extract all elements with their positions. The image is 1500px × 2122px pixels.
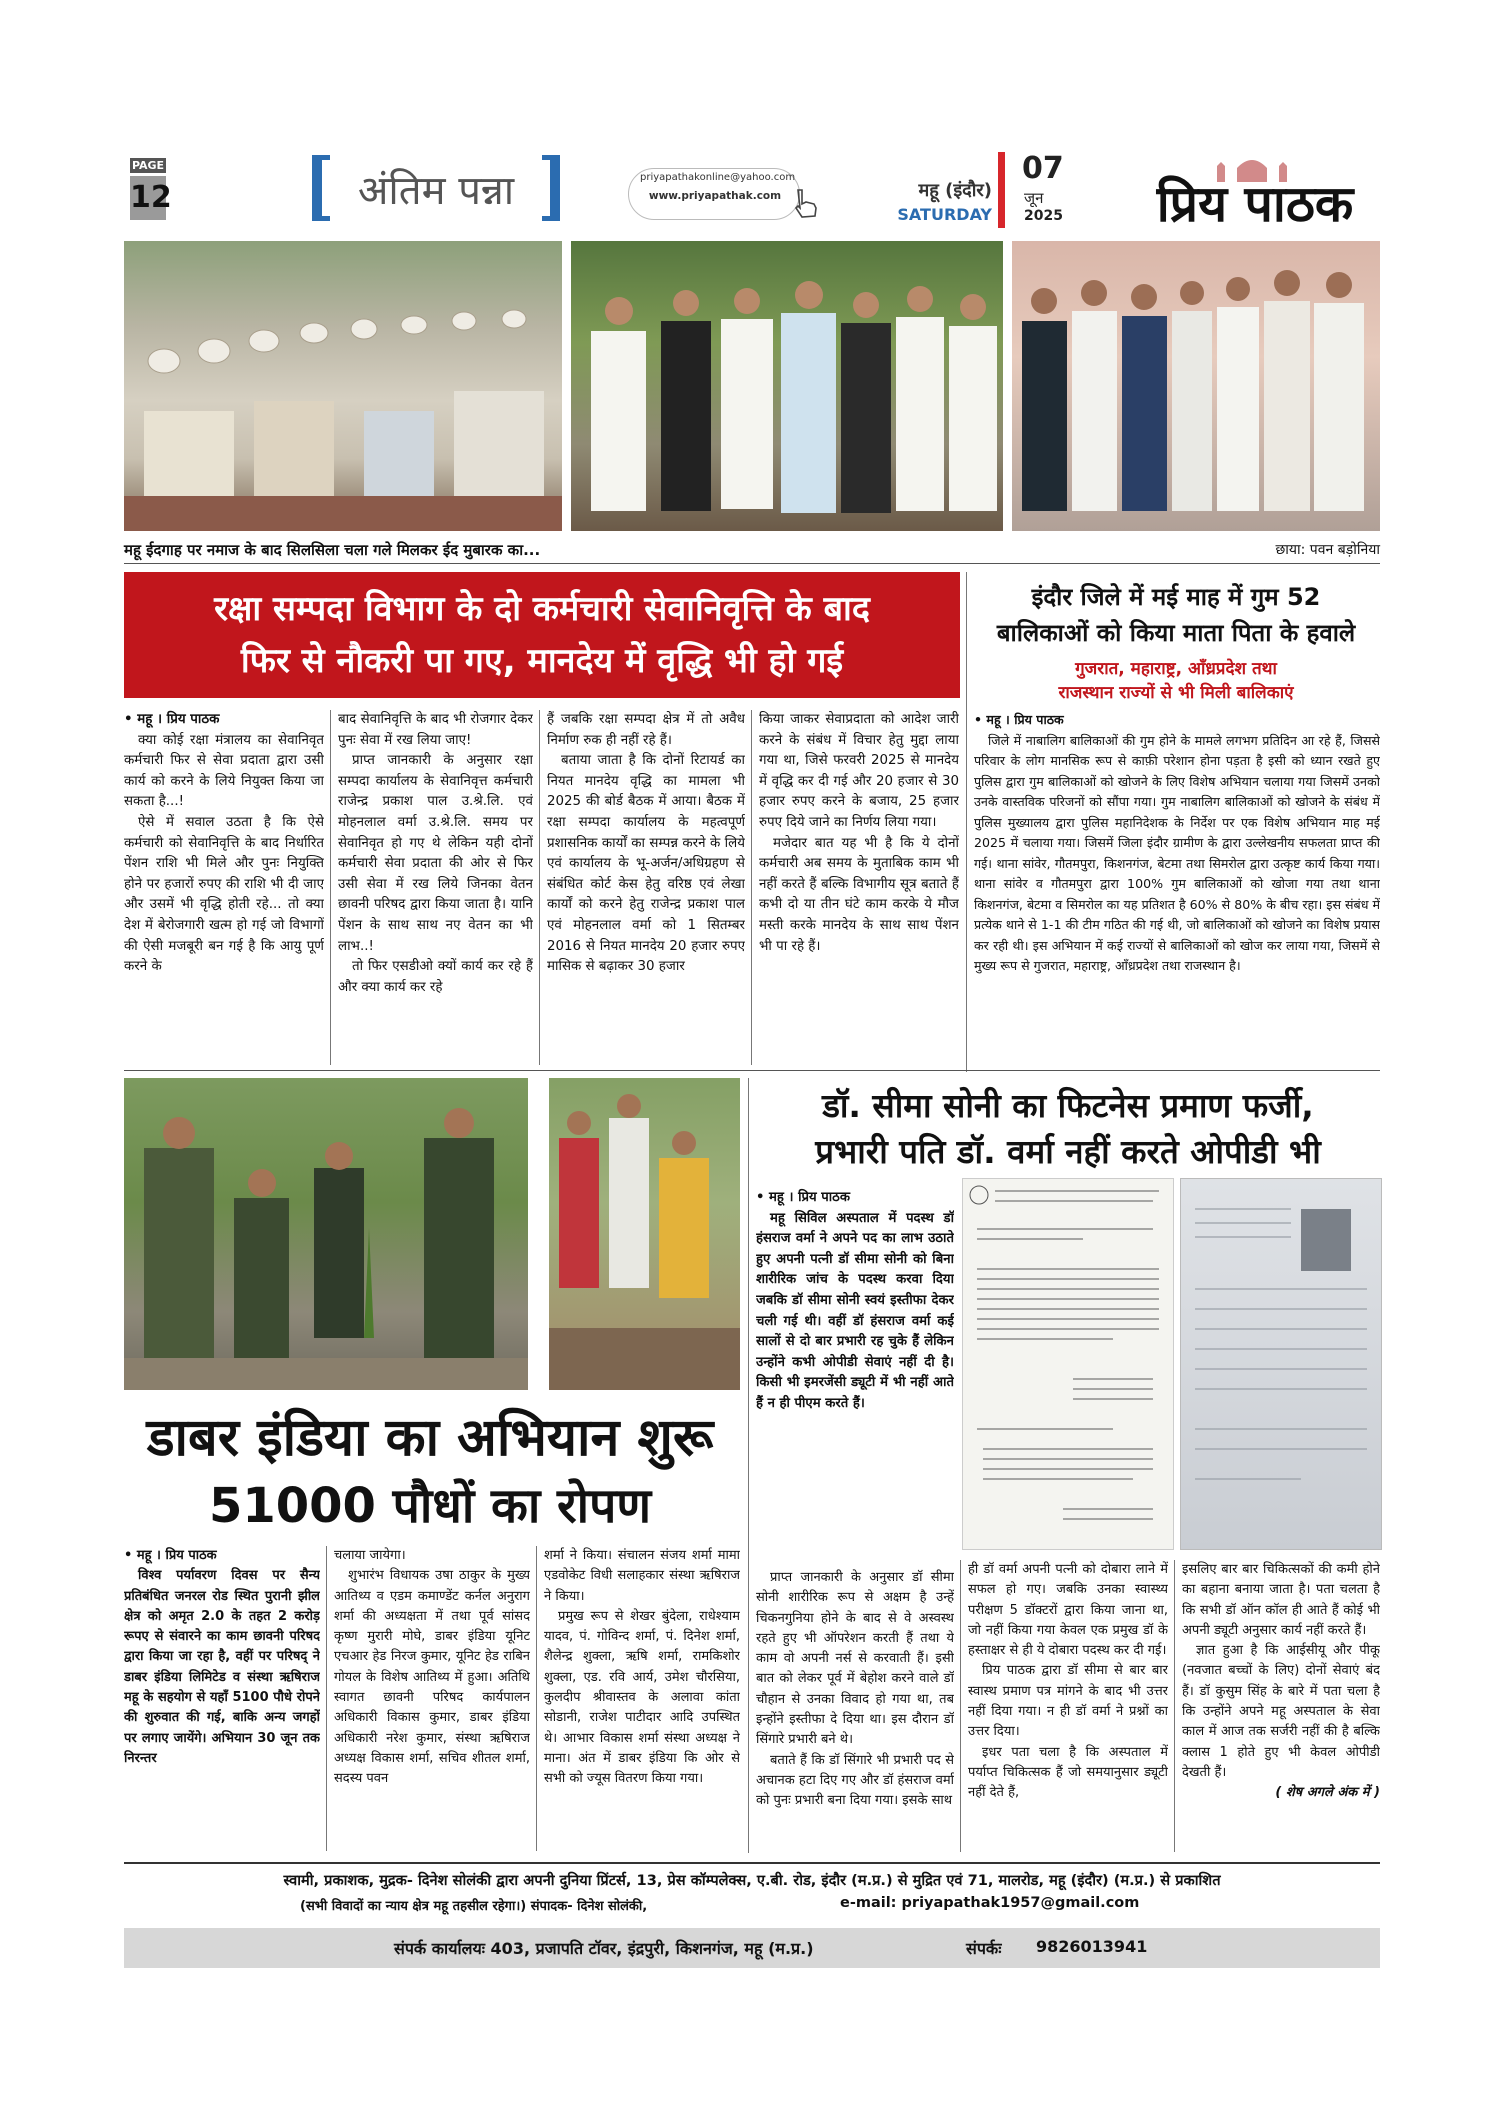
contact-bar [124, 1928, 1380, 1968]
story4-col1-text: विश्व पर्यावरण दिवस पर सैन्य प्रतिबंधित जनरल रोड स्थित पुरानी झील क्षेत्र को अमृत 2.0 के तहत 2 करोड़ रूपए से संवारने का काम छावनी परिषद द्वारा किया जा रहा है, वहीं पर परिषद् ने डाबर इंडिया लिमिटेड व संस्था ऋषिराज महू के सहयोग से यहाँ 5100 पौधे रोपने की शुरुवात की गई, बाकि अन्य जगहों पर लगाए जायेंगे। अभियान 30 जून तक निरन्तर [124, 1568, 320, 1766]
city-label: महू (इंदौर) [918, 180, 992, 201]
story1-col2 [338, 710, 533, 1065]
story1-col1-text: क्या कोई रक्षा मंत्रालय का सेवानिवृत कर्मचारी फिर से सेवा प्रदाता द्वारा उसी कार्य को करने के लिये नियुक्त किया जा सकता है...! [124, 732, 324, 810]
official-letter-photo [962, 1178, 1174, 1550]
date-day: 07 [1022, 151, 1064, 186]
office-address: संपर्क कार्यालयः 403, प्रजापति टॉवर, इंद्रपुरी, किशनगंज, महू (म.प्र.) [394, 1939, 814, 1958]
story4-col2-text-b: शुभारंभ विधायक उषा ठाकुर के मुख्य आतिथ्य व एडम कमाण्डेंट कर्नल अनुराग शर्मा की अध्यक्षता में तथा पूर्व सांसद कृष्ण मुरारी मोघे, डाबर इंडिया यूनिट एचआर हेड निरज कुमार, यूनिट हेड राबिन गोयल के विशेष आतिथ्य में हुआ। अतिथि स्वागत छावनी परिषद कार्यपालन अधिकारी विकास कुमार, डाबर इंडिया अधिकारी नरेश कुमार, संस्था ऋषिराज अध्यक्ष विकास शर्मा, सचिव शीतल शर्मा, सदस्य पवन [334, 1568, 530, 1787]
jurisdiction-line: (सभी विवादों का न्याय क्षेत्र महू तहसील रहेगा।) संपादक- दिनेश सोलंकी, [300, 1899, 648, 1914]
story3-col1-text-b: बताते हैं कि डॉ सिंगारे भी प्रभारी पद से अचानक हटा दिए गए और डॉ हंसराज वर्मा को पुनः प्रभारी बना दिया गया। इसके साथ [756, 1752, 954, 1809]
story2-body [974, 710, 1380, 1065]
story1-byline: • महू । प्रिय पाठक [124, 712, 220, 727]
paper-name: प्रिय पाठक [1156, 175, 1354, 233]
eid-greetings-photo [571, 241, 1003, 531]
story3-col1 [756, 1568, 954, 1851]
page-tag: PAGE [131, 159, 165, 172]
imprint-line: स्वामी, प्रकाशक, मुद्रक- दिनेश सोलंकी द्वारा अपनी दुनिया प्रिंटर्स, 13, प्रेस कॉम्पलेक्स, ए.बी. रोड, इंदौर (म.प्र.) से मुद्रित एवं 71, मालरोड, महू (इंदौर) (म.प्र.) से प्रकाशित [283, 1872, 1221, 1889]
story3-byline: • महू । प्रिय पाठक [756, 1190, 850, 1205]
story4-col2-text: चलाया जायेगा। [334, 1548, 406, 1563]
story3-col3 [1182, 1560, 1380, 1852]
story3-lead [756, 1188, 954, 1563]
story1-col1 [124, 710, 324, 1065]
story3-col2-text-c: इधर पता चला है कि अस्पताल में पर्याप्त चिकित्सक हैं जो समयानुसार ड्यूटी नहीं देते हैं, [968, 1744, 1168, 1801]
story4-col3-text-b: प्रमुख रूप से शेखर बुंदेला, राधेश्याम यादव, पं. गोविन्द शर्मा, पं. दिनेश शर्मा, शैलेन्द्र शुक्ला, ऋषि शर्मा, रामकिशोर शुक्ला, एड. रवि आर्य, उमेश चौरसिया, कुलदीप श्रीवास्तव के अलावा कांता सोडानी, राजेश पाटीदार आदि उपस्थित थे। आभार विकास शर्मा संस्था अध्यक्ष ने माना। अंत में डाबर इंडिया कि ओर से सभी को ज्यूस वितरण किया गया। [544, 1608, 740, 1787]
story3-headline-line1: डॉ. सीमा सोनी का फिटनेस प्रमाण फर्जी, [822, 1086, 1314, 1125]
army-plantation-photo [124, 1078, 528, 1390]
story2-sub-line2: राजस्थान राज्यों से भी मिली बालिकाएं [1058, 683, 1294, 703]
pointing-hand-icon [788, 186, 824, 226]
story2-sub-line1: गुजरात, महाराष्ट्र, आँध्रप्रदेश तथा [1075, 659, 1277, 679]
story2-byline: • महू । प्रिय पाठक [974, 712, 1064, 727]
story1-col2-text-c: तो फिर एसडीओ क्यों कार्य कर रहे हैं और क्या कार्य कर रहे [338, 959, 533, 995]
story2-body-text: जिले में नाबालिग बालिकाओं की गुम होने के मामले लगभग प्रतिदिन आ रहे हैं, जिससे परिवार के लोग मानसिक रूप से काफ़ी परेशान होना पड़ता है इसी को ध्यान रखते हुए पुलिस द्वारा गुम बालिकाओं को खोजने के लिए विशेष अभियान चलाया गया जिसमें उनको उनके वास्तविक परिजनों को सौंपा गया। गुम नाबालिग बालिकाओं को खोजने के संबंध में पुलिस मुख्यालय द्वारा पुलिस महानिदेशक के निर्देश पर एक विशेष अभियान माह मई 2025 में चलाया गया। जिसमें जिला इंदौर ग्रामीण के द्वारा उल्लेखनीय सफलता प्राप्त की गई। थाना सांवेर, गौतमपुरा, किशनगंज, बेटमा तथा सिमरोल द्वारा उत्कृष्ट कार्य किया गया। थाना सांवेर व गौतमपुरा द्वारा 100% गुम बालिकाओं को खोजा गया तथा थाना किशनगंज, बेटमा व सिमरोल का यह प्रतिशत है 60% से 80% के बीच रहा। इस संबंध में प्रत्येक थाने से 1-1 की टीम गठित की गई थी, जो बालिकाओं को खोजने का विशेष प्रयास कर रही थी। इस अभियान में कई राज्यों से बालिकाओं को खोज कर लाया गया, जिसमें से मुख्य रूप से गुजरात, महाराष्ट्र, आँध्रप्रदेश तथा राजस्थान है। [974, 732, 1380, 973]
story3-col3-text: इसलिए बार बार चिकित्सकों की कमी होने का बहाना बनाया जाता है। पता चलता है कि सभी डॉ ऑन कॉल ही आते हैं कोई भी अपनी ड्यूटी अनुसार कार्य नहीं करते हैं। [1182, 1562, 1380, 1638]
story1-col2-text: बाद सेवानिवृत्ति के बाद भी रोजगार देकर पुनः सेवा में रख लिया जाए! [338, 712, 533, 748]
date-year: 2025 [1024, 208, 1063, 224]
story1-col4-text: किया जाकर सेवाप्रदाता को आदेश जारी करने के संबंध में विचार हेतु मुद्दा लाया गया था, जिसे फरवरी 2025 से मानदेय में वृद्धि कर दी गई और 20 हजार से 30 हजार रुपए करने के बजाय, 25 हजार रुपए दिये जाने का निर्णय लिया गया। [759, 712, 959, 830]
story3-lead-text: महू सिविल अस्पताल में पदस्थ डॉ हंसराज वर्मा ने अपने पद का लाभ उठाते हुए अपनी पत्नी डॉ सीमा सोनी को बिना शारीरिक जांच के पदस्थ करवा दिया जबकि डॉ सीमा सोनी स्वयं इस्तीफा देकर चली गई थी। वहीं डॉ हंसराज वर्मा कई सालों से दो बार प्रभारी रह चुके हैं लेकिन उन्होंने कभी ओपीडी सेवाएं नहीं दी है। किसी भी इमरजेंसी ड्यूटी में भी नहीं आते हैं न ही पीएम करते हैं। [756, 1210, 954, 1411]
top-photo-caption: महू ईदगाह पर नमाज के बाद सिलसिला चला गले मिलकर ईद मुबारक का... [124, 541, 541, 559]
story2-headline-line1: इंदौर जिले में मई माह में गुम 52 [1031, 583, 1321, 611]
story3-col3-text-b: ज्ञात हुआ है कि आईसीयू और पीकू (नवजात बच्चों के लिए) दोनों सेवाएं बंद हैं। डॉ कुसुम सिंह के बारे में पता चला है कि उन्होंने अपने महू अस्पताल के सेवा काल में आज तक सर्जरी नहीं की है बल्कि क्लास 1 होते हुए भी केवल ओपीडी देखती हैं। [1182, 1643, 1380, 1780]
story1-headline-line1: रक्षा सम्पदा विभाग के दो कर्मचारी सेवानिवृत्ति के बाद [214, 589, 870, 629]
story1-col1-text-b: ऐसे में सवाल उठता है कि ऐसे कर्मचारी को सेवानिवृत्ति के बाद निर्धारित पेंशन राशि भी मिले और पुनः नियुक्ति होने पर हजारों रुपए की राशि भी दी जाए और उसमें भी वृद्धि होती रहे... तो क्या देश में बेरोजगारी खत्म हो गई जो विभागों की ऐसी मजबूरी बन गई है कि आयु पूर्ण करने के [124, 814, 324, 975]
eid-group-photo [1012, 241, 1380, 531]
story4-byline: • महू । प्रिय पाठक [124, 1548, 217, 1563]
certificate-document-photo [1180, 1178, 1382, 1550]
story1-col2-text-b: प्राप्त जानकारी के अनुसार रक्षा सम्पदा कार्यालय के सेवानिवृत्त कर्मचारी राजेन्द्र प्रकाश पाल उ.श्रे.लि. एवं मोहनलाल वर्मा उ.श्रे.लि. समय पर सेवानिवृत हो गए थे लेकिन यही दोनों कर्मचारी सेवा प्रदाता की ओर से फिर उसी सेवा में रख लिये जिनका वेतन छावनी परिषद द्वारा किया जाता है। यानि पेंशन के साथ साथ नए वेतन का भी लाभ..! [338, 753, 533, 954]
story1-headline-line2: फिर से नौकरी पा गए, मानदेय में वृद्धि भी हो गई [240, 641, 844, 681]
plantation-ceremony-photo [549, 1078, 740, 1390]
story4-col2 [334, 1546, 530, 1851]
story3-col1-text: प्राप्त जानकारी के अनुसार डॉ सीमा सोनी शारीरिक रूप से अक्षम है उन्हें चिकनगुनिया होने के बाद से वे अस्वस्थ रहते हुए भी ऑपरेशन करती हैं तथा ये काम वो अपनी नर्स से करवाती हैं। इसी बात को लेकर पूर्व में बेहोश करने वाले डॉ चौहान से उनका विवाद हो गया था, तब इन्होंने इस्तीफा दे दिया था। इस दौरान डॉ सिंगारे प्रभारी बने थे। [756, 1570, 954, 1748]
top-photo-credit: छाया: पवन बड़ोनिया [1275, 542, 1380, 558]
story3-headline-line2: प्रभारी पति डॉ. वर्मा नहीं करते ओपीडी भी [815, 1132, 1321, 1171]
story4-col1 [124, 1546, 320, 1851]
story4-headline-line1: डाबर इंडिया का अभियान शुरू [146, 1408, 714, 1468]
story1-col3-text: हैं जबकि रक्षा सम्पदा क्षेत्र में तो अवैध निर्माण रुक ही नहीं रहे हैं। [547, 712, 745, 748]
story4-col3 [544, 1546, 740, 1851]
story1-col4-text-b: मजेदार बात यह भी है कि ये दोनों कर्मचारी अब समय के मुताबिक काम भी नहीं करते हैं बल्कि विभागीय सूत्र बताते हैं कभी दो या तीन घंटे काम करके ये मौज मस्ती करके मानदेय के साथ साथ पेंशन भी पा रहे हैं। [759, 835, 959, 954]
eid-prayer-photo [124, 241, 562, 531]
story1-col3 [547, 710, 745, 1065]
email-text: priyapathakonline@yahoo.com [640, 172, 796, 183]
story1-col4 [759, 710, 959, 1065]
story4-col3-text: शर्मा ने किया। संचालन संजय शर्मा मामा एडवोकेट विधी सलाहकार संस्था ऋषिराज ने किया। [544, 1548, 740, 1604]
story3-col2-text: ही डॉ वर्मा अपनी पत्नी को दोबारा लाने में सफल हो गए। जबकि उनका स्वास्थ्य परीक्षण 5 डॉक्टरों द्वारा किया जाना था, जो नहीं किया गया केवल एक प्रमुख डॉ के हस्ताक्षर से ही ये दोबारा पदस्थ कर दी गई। [968, 1562, 1168, 1659]
story4-headline-line2: 51000 पौधों का रोपण [208, 1478, 652, 1534]
story1-headline-box [124, 572, 960, 698]
phone-number[interactable]: 9826013941 [1036, 1937, 1148, 1956]
story1-col3-text-b: बताया जाता है कि दोनों रिटायर्ड का नियत मानदेय वृद्धि का मामला भी 2025 की बोर्ड बैठक में आया। बैठक में रक्षा सम्पदा कार्यालय के महत्वपूर्ण प्रशासनिक कार्यों का सम्पन्न करने के लिये एवं कार्यालय के भू-अर्जन/अधिग्रहण से संबंधित कोर्ट केस हेतु वरिष्ठ एवं लेखा कार्यों को करने हेतु राजेन्द्र प्रकाश पाल एवं मोहनलाल वर्मा को 1 सितम्बर 2016 से नियत मानदेय 20 हजार रुपए मासिक से बढ़ाकर 30 हजार [547, 753, 745, 975]
editor-email[interactable]: e-mail: priyapathak1957@gmail.com [840, 1895, 1140, 1911]
story3-col2-text-b: प्रिय पाठक द्वारा डॉ सीमा से बार बार स्वास्थ प्रमाण पत्र मांगने के बाद भी उत्तर नहीं दिया गया। न ही डॉ वर्मा ने प्रश्नों का उत्तर दिया। [968, 1663, 1168, 1740]
website-link[interactable]: www.priyapathak.com [648, 190, 782, 202]
phone-label: संपर्कः [966, 1939, 1002, 1958]
story2-headline-line2: बालिकाओं को किया माता पिता के हवाले [996, 619, 1356, 647]
date-month: जून [1024, 189, 1044, 207]
date-divider [998, 152, 1005, 228]
weekday-label: SATURDAY [897, 205, 992, 224]
paper-logo [1130, 152, 1380, 232]
section-title: अंतिम पन्ना [357, 168, 515, 214]
section-title-box [312, 155, 560, 221]
story3-col2 [968, 1560, 1168, 1852]
story3-continued: ( शेष अगले अंक में ) [1275, 1785, 1380, 1801]
page-number: 12 [130, 176, 166, 220]
